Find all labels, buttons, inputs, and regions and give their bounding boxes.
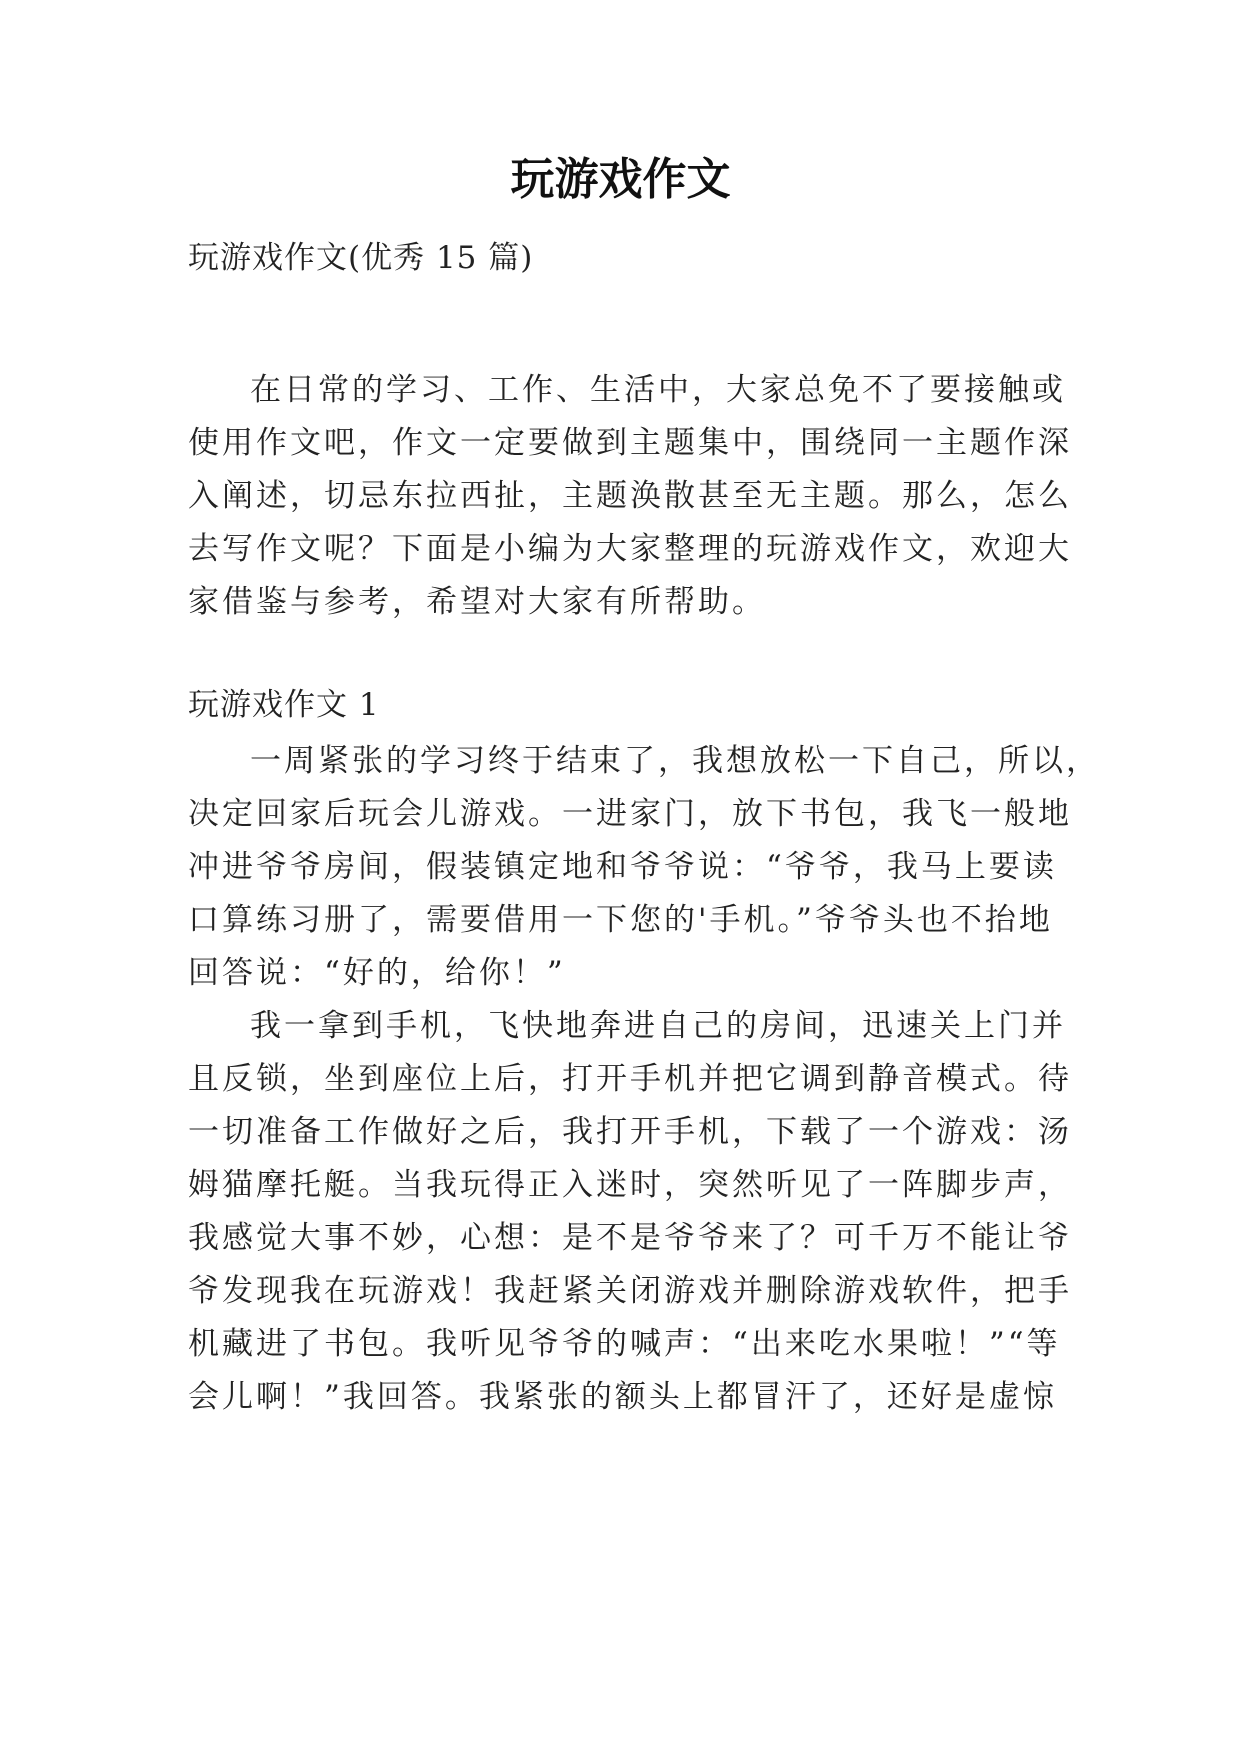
paragraph-line: 姆猫摩托艇。当我玩得正入迷时，突然听见了一阵脚步声， — [188, 1167, 1072, 1203]
intro-line: 在日常的学习、工作、生活中，大家总免不了要接触或 — [250, 372, 1066, 408]
paragraph-line: 口算练习册了，需要借用一下您的'手机。”爷爷头也不抬地 — [188, 902, 1053, 938]
paragraph-line: 机藏进了书包。我听见爷爷的喊声：“出来吃水果啦！”“等 — [188, 1326, 1061, 1362]
paragraph-line: 会儿啊！”我回答。我紧张的额头上都冒汗了，还好是虚惊 — [188, 1379, 1057, 1415]
section-heading: 玩游戏作文 1 — [188, 687, 380, 723]
paragraph-line: 一切准备工作做好之后，我打开手机，下载了一个游戏：汤 — [188, 1114, 1072, 1150]
paragraph-line: 爷发现我在玩游戏！我赶紧关闭游戏并删除游戏软件，把手 — [188, 1273, 1072, 1309]
paragraph-line: 且反锁，坐到座位上后，打开手机并把它调到静音模式。待 — [188, 1061, 1072, 1097]
paragraph-line: 冲进爷爷房间，假装镇定地和爷爷说：“爷爷，我马上要读 — [188, 849, 1057, 885]
paragraph-line: 我一拿到手机，飞快地奔进自己的房间，迅速关上门并 — [250, 1008, 1066, 1044]
paragraph-line: 决定回家后玩会儿游戏。一进家门，放下书包，我飞一般地 — [188, 796, 1072, 832]
intro-line: 去写作文呢？下面是小编为大家整理的玩游戏作文，欢迎大 — [188, 531, 1072, 567]
intro-line: 入阐述，切忌东拉西扯，主题涣散甚至无主题。那么，怎么 — [188, 478, 1072, 514]
intro-line: 使用作文吧，作文一定要做到主题集中，围绕同一主题作深 — [188, 425, 1072, 461]
paragraph-line: 回答说：“好的，给你！” — [188, 955, 566, 991]
paragraph-line: 我感觉大事不妙，心想：是不是爷爷来了？可千万不能让爷 — [188, 1220, 1072, 1256]
paragraph-line: 一周紧张的学习终于结束了，我想放松一下自己，所以， — [250, 743, 1100, 779]
document-title: 玩游戏作文 — [510, 154, 731, 205]
intro-line: 家借鉴与参考，希望对大家有所帮助。 — [188, 584, 766, 620]
document-subtitle: 玩游戏作文(优秀 15 篇) — [188, 240, 534, 276]
